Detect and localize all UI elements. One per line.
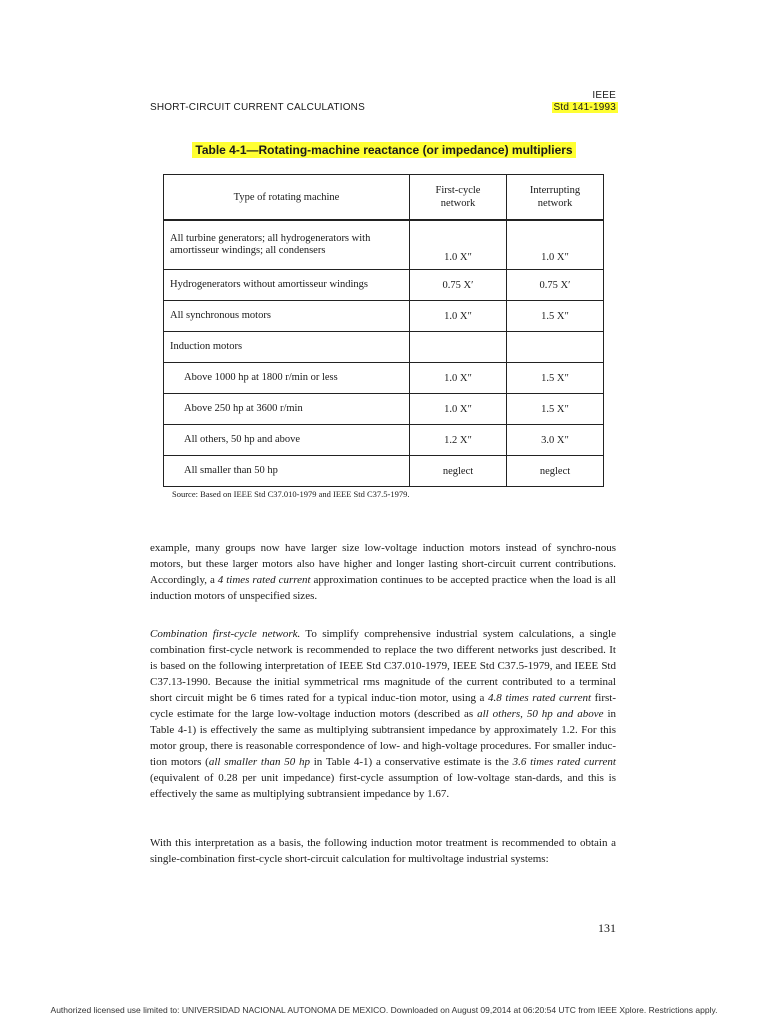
interrupting-value: 1.5 X″: [507, 394, 604, 425]
col-header-interrupting-line2: network: [537, 198, 573, 209]
paragraph-motor-groups: [150, 540, 616, 604]
row-label-line1: All turbine generators; all hydrogenerators with: [170, 233, 371, 244]
p2-italic-smaller: all smaller than 50 hp: [208, 756, 310, 768]
interrupting-value: 3.0 X″: [507, 425, 604, 456]
running-header-org: IEEE: [592, 90, 616, 101]
first-cycle-value: 1.0 X″: [410, 394, 507, 425]
p2-italic-all-others: all others, 50 hp and above: [477, 708, 604, 720]
row-label: All synchronous motors: [164, 301, 410, 332]
first-cycle-value: 1.0 X″: [410, 363, 507, 394]
p2-text-b: To simplify comprehensive industrial system calculations, a single combination first-cycle network is recommended to replace the two different networks just described. It is based on the following interpretation of IEEE Std C37.010-1979, IEEE Std C37.5-1979, and IEEE Std C37.13-1990. Because the initial symmetrical rms magnitude of the current contributed to a terminal short circuit might be 6 times rated for a typical induc-tion motor, using a: [150, 628, 616, 704]
row-label-line2: amortisseur windings; all condensers: [170, 245, 326, 256]
interrupting-value: neglect: [507, 456, 604, 487]
table-row: [164, 363, 604, 394]
col-header-interrupting: [507, 175, 604, 221]
p2-text-h: in Table 4-1) a conservative estimate is the: [310, 756, 513, 768]
interrupting-value: [507, 332, 604, 363]
table-row: [164, 270, 604, 301]
p2-italic-heading: Combination first-cycle network.: [150, 628, 301, 640]
first-cycle-value: 1.0 X″: [410, 301, 507, 332]
col-header-first-cycle-line1: First-cycle: [435, 185, 481, 196]
paragraph-combination-network: [150, 626, 616, 802]
col-header-type: Type of rotating machine: [164, 175, 410, 221]
p2-text-j: (equivalent of 0.28 per unit impedance) first-cycle assumption of low-voltage stan-dards, and this is effectively the same as multiplying subtransient impedance by 1.67.: [150, 772, 616, 800]
first-cycle-value: neglect: [410, 456, 507, 487]
first-cycle-value: 1.0 X″: [410, 220, 507, 270]
p2-italic-3-6: 3.6 times rated current: [512, 756, 616, 768]
interrupting-value: 0.75 X′: [507, 270, 604, 301]
multiplier-table: [163, 174, 604, 487]
table-row: [164, 394, 604, 425]
license-footer: Authorized licensed use limited to: UNIVERSIDAD NACIONAL AUTONOMA DE MEXICO. Downloaded on August 09,2014 at 06:20:54 UTC from IEEE Xplore. Restrictions apply.: [50, 1005, 718, 1015]
row-label: Above 1000 hp at 1800 r/min or less: [164, 363, 410, 394]
table-title-highlight: Table 4-1—Rotating-machine reactance (or impedance) multipliers: [192, 142, 575, 158]
first-cycle-value: [410, 332, 507, 363]
table-row: [164, 220, 604, 270]
row-label: All smaller than 50 hp: [164, 456, 410, 487]
interrupting-value: 1.5 X″: [507, 301, 604, 332]
p1-text-a: example, many groups now have larger size low-voltage induction motors instead of synchro-nous motors, but these larger motors also have higher and longer lasting short-circuit current contributions. Accordingly, a: [150, 542, 616, 586]
first-cycle-value: 0.75 X′: [410, 270, 507, 301]
row-label: Induction motors: [164, 332, 410, 363]
row-label: [164, 220, 410, 270]
table-title: [0, 143, 768, 157]
page-number: 131: [598, 921, 616, 935]
table-row: [164, 332, 604, 363]
first-cycle-value: 1.2 X″: [410, 425, 507, 456]
paragraph-interpretation: With this interpretation as a basis, the following induction motor treatment is recommended to obtain a single-combination first-cycle short-circuit calculation for multivoltage industrial systems:: [150, 837, 616, 865]
row-label: All others, 50 hp and above: [164, 425, 410, 456]
p2-italic-4-8: 4.8 times rated current: [488, 692, 592, 704]
col-header-first-cycle: [410, 175, 507, 221]
col-header-interrupting-line1: Interrupting: [529, 185, 581, 196]
running-header-title: SHORT-CIRCUIT CURRENT CALCULATIONS: [150, 102, 365, 113]
interrupting-value: 1.0 X″: [507, 220, 604, 270]
p1-text-c: approximation continues to be accepted practice when the load is all induction motors of unspecified sizes.: [150, 574, 616, 602]
row-label: Hydrogenerators without amortisseur windings: [164, 270, 410, 301]
interrupting-value: 1.5 X″: [507, 363, 604, 394]
table-row: [164, 425, 604, 456]
table-header-row: [164, 175, 604, 221]
table-source-note: Source: Based on IEEE Std C37.010-1979 and IEEE Std C37.5-1979.: [172, 489, 410, 499]
p2-text-d: first-cycle estimate for the large low-voltage induction motors (described as: [150, 692, 616, 720]
p2-text-f: in Table 4-1) is effectively the same as multiplying subtransient impedance by approximately 1.2. For this motor group, there is reasonable correspondence of low- and high-voltage procedures. For smaller induc-tion motors (: [150, 708, 616, 768]
row-label: Above 250 hp at 3600 r/min: [164, 394, 410, 425]
table-row: [164, 301, 604, 332]
p1-italic-rated-current: 4 times rated current: [217, 574, 311, 586]
table-row: [164, 456, 604, 487]
col-header-first-cycle-line2: network: [440, 198, 476, 209]
std-highlight: Std 141-1993: [553, 102, 616, 113]
running-header-std: [552, 102, 618, 113]
